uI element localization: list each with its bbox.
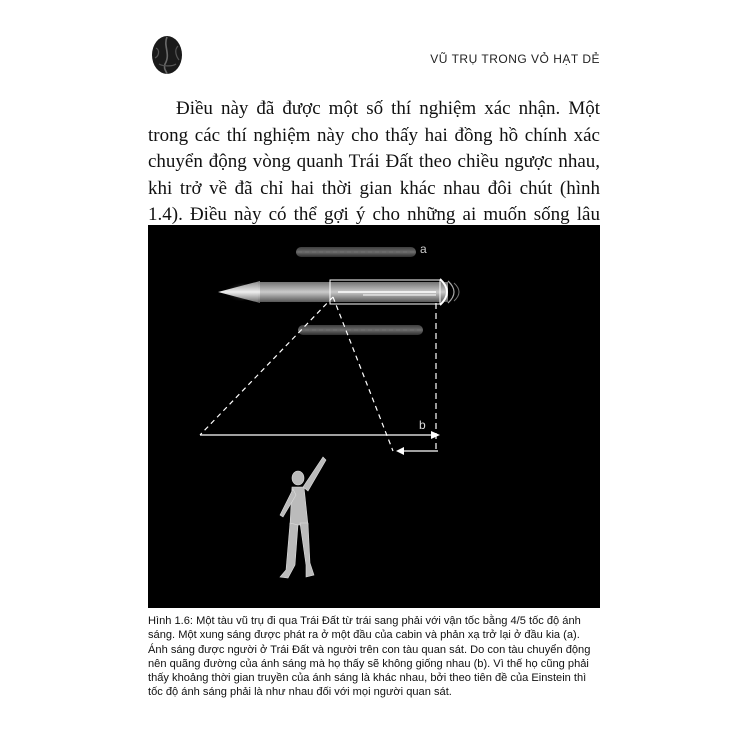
spaceship-light-figure bbox=[148, 225, 600, 608]
walnut-icon bbox=[150, 34, 184, 76]
figure-caption: Hình 1.6: Một tàu vũ trụ đi qua Trái Đất từ trái sang phải với vận tốc bằng 4/5 tốc độ ánh sáng. Một xung sáng được phát ra ở một đầu của cabin và phản xạ trở lại ở đầu kia (a). Ánh sáng được người ở Trái Đất và người trên con tàu quan sát. Do con tàu chuyển động nên quãng đường của ánh sáng mà họ thấy sẽ không giống nhau (b). Vì thế họ cũng phải thấy khoảng thời gian truyền của ánh sáng là khác nhau, bởi theo tiên đề của Einstein thì tốc độ ánh sáng phải là như nhau đối với mọi người quan sát. bbox=[148, 615, 591, 699]
running-head: VŨ TRỤ TRONG VỎ HẠT DẺ bbox=[430, 52, 600, 66]
light-path-diagram bbox=[200, 295, 440, 455]
ghost-ship-bottom bbox=[298, 325, 423, 335]
label-b: b bbox=[419, 418, 426, 432]
label-a: a bbox=[420, 242, 427, 256]
ghost-ship-top bbox=[296, 247, 416, 257]
body-paragraph: Điều này đã được một số thí nghiệm xác nhận. Một trong các thí nghiệm này cho thấy hai đồng hồ chính xác chuyển động vòng quanh Trái Đất theo chiều ngược nhau, khi trở về đã chỉ hai thời gian khác nhau đôi chút (hình 1.4). Điều này có thể gợi ý cho những ai muốn sống lâu bbox=[148, 98, 600, 225]
main-spaceship bbox=[216, 279, 459, 305]
observer-figure bbox=[280, 457, 326, 578]
